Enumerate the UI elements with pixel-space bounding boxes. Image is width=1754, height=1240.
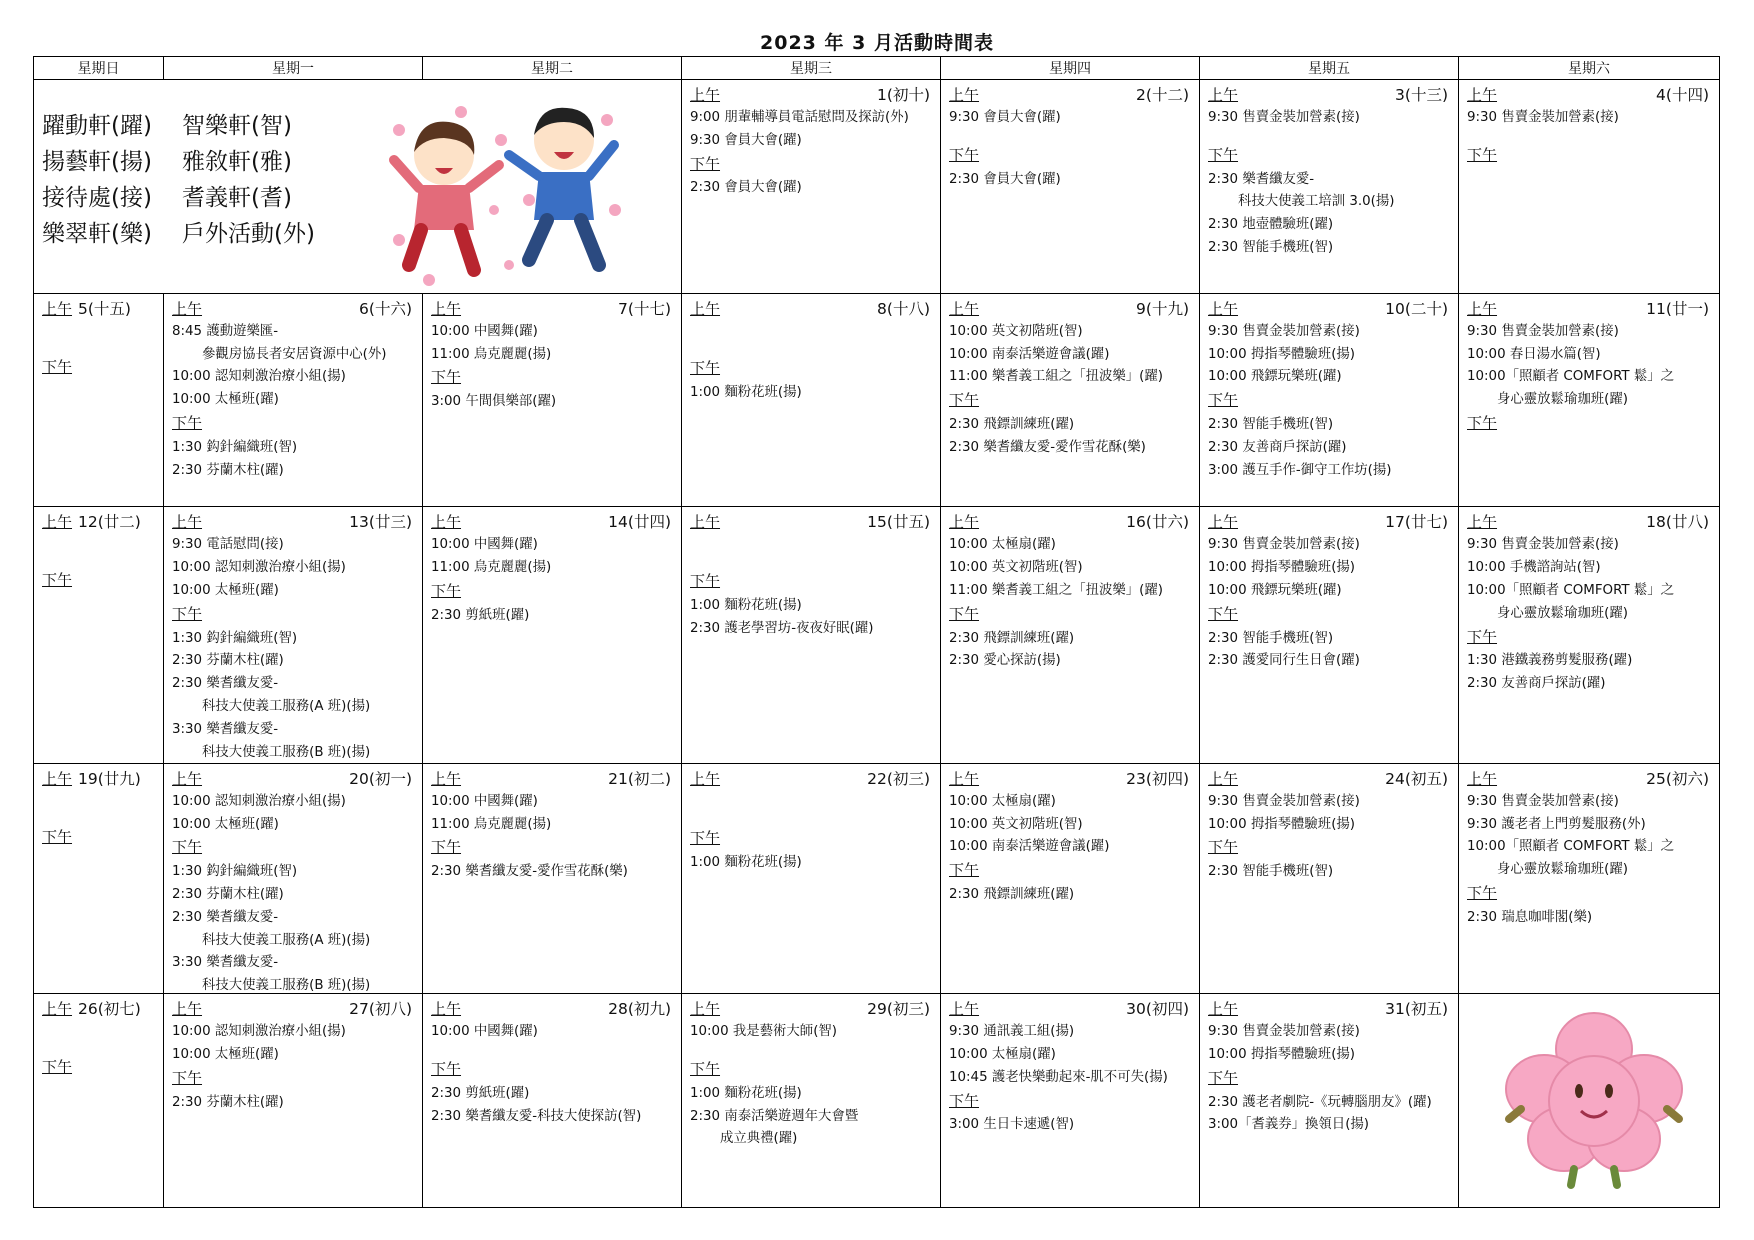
day-cell xyxy=(941,293,1200,507)
pm-label: 下午 xyxy=(431,582,462,601)
flower-mascot-illustration xyxy=(1499,1009,1689,1189)
am-label: 上午 xyxy=(1467,769,1498,788)
event-item: 9:30 售賣金裝加營素(接) xyxy=(1208,1024,1360,1040)
event-item: 9:30 售賣金裝加營素(接) xyxy=(1467,323,1619,339)
pm-label: 下午 xyxy=(42,827,73,846)
event-item: 9:30 售賣金裝加營素(接) xyxy=(1208,323,1360,339)
am-label: 上午 xyxy=(431,1000,462,1019)
event-item: 2:30 南泰活樂遊週年大會暨 xyxy=(690,1108,859,1124)
pm-label: 下午 xyxy=(1467,883,1498,902)
event-item: 10:00 英文初階班(智) xyxy=(949,323,1083,339)
event-item: 1:00 麵粉花班(揚) xyxy=(690,598,802,614)
day-number: 29(初三) xyxy=(867,1000,930,1019)
event-item: 10:00 手機諮詢站(智) xyxy=(1467,560,1601,576)
am-label: 上午 xyxy=(42,299,73,318)
event-item: 2:30 樂耆纖友愛-愛作雪花酥(樂) xyxy=(431,864,628,880)
legend-item: 耆義軒(耆) xyxy=(182,185,292,211)
am-label: 上午 xyxy=(172,1000,203,1019)
am-label: 上午 xyxy=(1208,1000,1239,1019)
event-item: 10:00「照顧者 COMFORT 鬆」之 xyxy=(1467,369,1675,385)
event-item: 2:30 芬蘭木柱(躍) xyxy=(172,462,284,478)
weekday-header: 星期二 xyxy=(423,57,682,80)
event-item: 3:00 護互手作-御守工作坊(揚) xyxy=(1208,462,1392,478)
pm-label: 下午 xyxy=(949,861,980,880)
event-item: 10:00 中國舞(躍) xyxy=(431,323,538,339)
event-item: 2:30 護老者劇院-《玩轉腦朋友》(躍) xyxy=(1208,1094,1432,1110)
day-cell xyxy=(164,994,423,1208)
day-number: 30(初四) xyxy=(1126,1000,1189,1019)
day-cell xyxy=(682,293,941,507)
event-item: 10:00 中國舞(躍) xyxy=(431,1024,538,1040)
am-label: 上午 xyxy=(690,513,721,532)
event-item: 3:00 午間俱樂部(躍) xyxy=(431,394,557,410)
day-number: 5(十五) xyxy=(78,299,131,318)
weekday-header: 星期四 xyxy=(941,57,1200,80)
event-item: 10:00 認知刺激治療小組(揚) xyxy=(172,369,346,385)
day-number: 9(十九) xyxy=(1136,299,1189,318)
am-label: 上午 xyxy=(949,769,980,788)
day-cell xyxy=(682,994,941,1208)
event-item: 2:30 芬蘭木柱(躍) xyxy=(172,1094,284,1110)
day-number: 2(十二) xyxy=(1136,86,1189,104)
event-item: 11:00 樂耆義工組之「扭波樂」(躍) xyxy=(949,369,1163,385)
day-cell xyxy=(1200,507,1459,763)
pm-label: 下午 xyxy=(431,1060,462,1079)
pm-label: 下午 xyxy=(172,1068,203,1087)
pm-label: 下午 xyxy=(1467,413,1498,432)
pm-label: 下午 xyxy=(1208,1068,1239,1087)
pm-label: 下午 xyxy=(431,368,462,387)
day-cell xyxy=(1459,507,1720,763)
day-cell xyxy=(1200,763,1459,994)
event-item: 身心靈放鬆瑜珈班(躍) xyxy=(1497,862,1628,878)
legend-cell xyxy=(34,80,682,294)
week-row xyxy=(34,994,1720,1208)
event-item: 10:00「照顧者 COMFORT 鬆」之 xyxy=(1467,583,1675,599)
event-item: 2:30 飛鏢訓練班(躍) xyxy=(949,630,1075,646)
event-item: 11:00 烏克麗麗(揚) xyxy=(431,346,552,362)
event-item: 10:00 太極班(躍) xyxy=(172,392,279,408)
am-label: 上午 xyxy=(1208,513,1239,532)
event-item: 2:30 飛鏢訓練班(躍) xyxy=(949,886,1075,902)
day-number: 10(二十) xyxy=(1385,299,1448,318)
event-item: 10:00 飛鏢玩樂班(躍) xyxy=(1208,369,1342,385)
pm-label: 下午 xyxy=(431,838,462,857)
day-cell xyxy=(941,507,1200,763)
event-item: 1:30 鈎針編織班(智) xyxy=(172,630,298,646)
event-item: 成立典禮(躍) xyxy=(720,1131,798,1147)
event-item: 10:00 中國舞(躍) xyxy=(431,793,538,809)
day-cell xyxy=(423,994,682,1208)
event-item: 2:30 瑞息咖啡閣(樂) xyxy=(1467,909,1593,925)
weekday-header: 星期三 xyxy=(682,57,941,80)
day-number: 12(廿二) xyxy=(78,513,141,532)
day-cell xyxy=(682,507,941,763)
week-row xyxy=(34,80,1720,294)
event-item: 2:30 樂耆纖友愛- xyxy=(172,909,279,925)
pm-label: 下午 xyxy=(42,571,73,590)
event-item: 1:00 麵粉花班(揚) xyxy=(690,1085,802,1101)
event-item: 9:00 朋輩輔導員電話慰問及探訪(外) xyxy=(690,110,909,125)
day-cell xyxy=(682,763,941,994)
day-cell xyxy=(941,994,1200,1208)
am-label: 上午 xyxy=(1208,299,1239,318)
event-item: 1:00 麵粉花班(揚) xyxy=(690,384,802,400)
pm-label: 下午 xyxy=(172,413,203,432)
week-row xyxy=(34,507,1720,763)
event-item: 1:00 麵粉花班(揚) xyxy=(690,854,802,870)
am-label: 上午 xyxy=(1467,513,1498,532)
pm-label: 下午 xyxy=(172,838,203,857)
day-number: 4(十四) xyxy=(1656,86,1709,104)
pm-label: 下午 xyxy=(1208,145,1239,164)
am-label: 上午 xyxy=(690,86,721,104)
am-label: 上午 xyxy=(949,1000,980,1019)
event-item: 2:30 護老學習坊-夜夜好眠(躍) xyxy=(690,621,874,637)
am-label: 上午 xyxy=(690,299,721,318)
event-item: 2:30 友善商戶探訪(躍) xyxy=(1208,439,1347,455)
day-number: 8(十八) xyxy=(877,299,930,318)
event-item: 2:30 會員大會(躍) xyxy=(949,171,1061,187)
pm-label: 下午 xyxy=(172,604,203,623)
day-number: 13(廿三) xyxy=(349,513,412,532)
day-number: 20(初一) xyxy=(349,769,412,788)
day-cell xyxy=(1459,763,1720,994)
weekday-header: 星期五 xyxy=(1200,57,1459,80)
day-number: 11(廿一) xyxy=(1646,299,1709,318)
day-number: 3(十三) xyxy=(1395,86,1448,104)
event-item: 9:30 售賣金裝加營素(接) xyxy=(1467,537,1619,553)
event-item: 參觀房協長者安居資源中心(外) xyxy=(202,346,387,362)
event-item: 10:00 南泰活樂遊會議(躍) xyxy=(949,346,1110,362)
am-label: 上午 xyxy=(1467,299,1498,318)
pm-label: 下午 xyxy=(1467,627,1498,646)
week-row xyxy=(34,293,1720,507)
event-item: 10:00 拇指琴體驗班(揚) xyxy=(1208,560,1356,576)
event-item: 1:30 鈎針編織班(智) xyxy=(172,864,298,880)
day-cell xyxy=(1200,293,1459,507)
day-number: 7(十七) xyxy=(618,299,671,318)
event-item: 11:00 烏克麗麗(揚) xyxy=(431,560,552,576)
event-item: 3:00 生日卡速遞(智) xyxy=(949,1117,1075,1133)
event-item: 2:30 剪紙班(躍) xyxy=(431,607,530,623)
event-item: 2:30 智能手機班(智) xyxy=(1208,239,1334,255)
am-label: 上午 xyxy=(1208,86,1239,104)
day-cell xyxy=(34,763,164,994)
event-item: 10:00 我是藝術大師(智) xyxy=(690,1024,838,1040)
event-item: 2:30 智能手機班(智) xyxy=(1208,416,1334,432)
pm-label: 下午 xyxy=(690,828,721,847)
day-cell xyxy=(941,763,1200,994)
day-number: 16(廿六) xyxy=(1126,513,1189,532)
day-number: 21(初二) xyxy=(608,769,671,788)
pm-label: 下午 xyxy=(42,1058,73,1077)
am-label: 上午 xyxy=(42,1000,73,1019)
am-label: 上午 xyxy=(949,299,980,318)
day-cell xyxy=(34,507,164,763)
event-item: 身心靈放鬆瑜珈班(躍) xyxy=(1497,605,1628,621)
am-label: 上午 xyxy=(431,769,462,788)
weekday-header: 星期一 xyxy=(164,57,423,80)
legend-item: 智樂軒(智) xyxy=(182,113,292,139)
event-item: 9:30 通訊義工組(揚) xyxy=(949,1024,1075,1040)
weekday-header-row xyxy=(34,57,1720,80)
event-item: 10:00 拇指琴體驗班(揚) xyxy=(1208,816,1356,832)
event-item: 2:30 友善商戶探訪(躍) xyxy=(1467,676,1606,692)
am-label: 上午 xyxy=(1208,769,1239,788)
day-cell xyxy=(423,507,682,763)
am-label: 上午 xyxy=(1467,86,1498,104)
event-item: 2:30 護愛同行生日會(躍) xyxy=(1208,653,1360,669)
am-label: 上午 xyxy=(42,513,73,532)
event-item: 9:30 售賣金裝加營素(接) xyxy=(1467,793,1619,809)
am-label: 上午 xyxy=(42,769,73,788)
event-item: 10:00 飛鏢玩樂班(躍) xyxy=(1208,583,1342,599)
am-label: 上午 xyxy=(690,769,721,788)
event-item: 9:30 售賣金裝加營素(接) xyxy=(1208,110,1360,125)
pm-label: 下午 xyxy=(949,604,980,623)
week-row xyxy=(34,763,1720,994)
room-legend xyxy=(42,108,322,252)
pm-label: 下午 xyxy=(1467,145,1498,164)
pm-label: 下午 xyxy=(949,391,980,410)
event-item: 8:45 護動遊樂匯- xyxy=(172,323,279,339)
day-cell xyxy=(34,293,164,507)
event-item: 科技大使義工服務(B 班)(揚) xyxy=(202,744,371,760)
event-item: 2:30 愛心探訪(揚) xyxy=(949,653,1061,669)
day-number: 17(廿七) xyxy=(1385,513,1448,532)
day-cell xyxy=(1459,80,1720,294)
event-item: 2:30 樂耆纖友愛- xyxy=(172,676,279,692)
event-item: 2:30 樂耆纖友愛- xyxy=(1208,171,1315,187)
event-item: 10:00 春日湯水篇(智) xyxy=(1467,346,1601,362)
event-item: 10:00 太極扇(躍) xyxy=(949,1047,1056,1063)
event-item: 10:00 太極扇(躍) xyxy=(949,793,1056,809)
legend-item: 戶外活動(外) xyxy=(182,221,315,247)
day-cell xyxy=(164,763,423,994)
event-item: 11:00 烏克麗麗(揚) xyxy=(431,816,552,832)
day-number: 23(初四) xyxy=(1126,769,1189,788)
pm-label: 下午 xyxy=(42,357,73,376)
event-item: 10:00 南泰活樂遊會議(躍) xyxy=(949,839,1110,855)
day-number: 14(廿四) xyxy=(608,513,671,532)
event-item: 10:45 護老快樂動起來-肌不可失(揚) xyxy=(949,1069,1168,1085)
event-item: 9:30 電話慰問(接) xyxy=(172,537,284,553)
event-item: 10:00 認知刺激治療小組(揚) xyxy=(172,560,346,576)
event-item: 2:30 智能手機班(智) xyxy=(1208,630,1334,646)
day-cell xyxy=(1200,994,1459,1208)
children-jumping-illustration xyxy=(389,100,689,300)
day-cell xyxy=(1200,80,1459,294)
am-label: 上午 xyxy=(431,513,462,532)
event-item: 3:30 樂耆纖友愛- xyxy=(172,721,279,737)
event-item: 身心靈放鬆瑜珈班(躍) xyxy=(1497,392,1628,408)
event-item: 10:00 太極扇(躍) xyxy=(949,537,1056,553)
event-item: 9:30 會員大會(躍) xyxy=(690,132,802,148)
event-item: 3:00「耆義券」換領日(揚) xyxy=(1208,1117,1370,1133)
day-cell xyxy=(423,763,682,994)
am-label: 上午 xyxy=(172,769,203,788)
pm-label: 下午 xyxy=(690,572,721,591)
event-item: 3:30 樂耆纖友愛- xyxy=(172,955,279,971)
day-number: 27(初八) xyxy=(349,1000,412,1019)
event-item: 9:30 售賣金裝加營素(接) xyxy=(1208,537,1360,553)
event-item: 1:30 港鐵義務剪髮服務(躍) xyxy=(1467,653,1633,669)
event-item: 10:00 太極班(躍) xyxy=(172,583,279,599)
event-item: 1:30 鈎針編織班(智) xyxy=(172,439,298,455)
pm-label: 下午 xyxy=(1208,838,1239,857)
event-item: 2:30 剪紙班(躍) xyxy=(431,1085,530,1101)
calendar-table xyxy=(33,56,1720,1208)
event-item: 科技大使義工服務(A 班)(揚) xyxy=(202,699,371,715)
pm-label: 下午 xyxy=(949,1091,980,1110)
day-cell xyxy=(34,994,164,1208)
weekday-header: 星期六 xyxy=(1459,57,1720,80)
event-item: 科技大使義工培訓 3.0(揚) xyxy=(1238,194,1395,210)
day-number: 28(初九) xyxy=(608,1000,671,1019)
day-cell xyxy=(164,293,423,507)
day-number: 6(十六) xyxy=(359,299,412,318)
am-label: 上午 xyxy=(949,86,980,104)
day-cell xyxy=(682,80,941,294)
day-number: 31(初五) xyxy=(1385,1000,1448,1019)
event-item: 2:30 會員大會(躍) xyxy=(690,180,802,196)
event-item: 10:00 英文初階班(智) xyxy=(949,560,1083,576)
event-item: 10:00 拇指琴體驗班(揚) xyxy=(1208,346,1356,362)
event-item: 10:00「照顧者 COMFORT 鬆」之 xyxy=(1467,839,1675,855)
event-item: 9:30 售賣金裝加營素(接) xyxy=(1208,793,1360,809)
event-item: 2:30 飛鏢訓練班(躍) xyxy=(949,416,1075,432)
pm-label: 下午 xyxy=(690,1060,721,1079)
event-item: 2:30 地壺體驗班(躍) xyxy=(1208,217,1334,233)
event-item: 2:30 樂耆纖友愛-愛作雪花酥(樂) xyxy=(949,439,1146,455)
weekday-header: 星期日 xyxy=(34,57,164,80)
event-item: 2:30 樂耆纖友愛-科技大使探訪(智) xyxy=(431,1108,642,1124)
page-title: 2023 年 3 月活動時間表 xyxy=(760,32,994,54)
event-item: 2:30 芬蘭木柱(躍) xyxy=(172,886,284,902)
day-cell xyxy=(941,80,1200,294)
event-item: 9:30 會員大會(躍) xyxy=(949,110,1061,125)
legend-item: 接待處(接) xyxy=(42,185,152,211)
day-number: 24(初五) xyxy=(1385,769,1448,788)
event-item: 10:00 認知刺激治療小組(揚) xyxy=(172,1024,346,1040)
pm-label: 下午 xyxy=(949,145,980,164)
am-label: 上午 xyxy=(690,1000,721,1019)
pm-label: 下午 xyxy=(690,358,721,377)
day-number: 26(初七) xyxy=(78,1000,141,1019)
am-label: 上午 xyxy=(172,513,203,532)
event-item: 科技大使義工服務(A 班)(揚) xyxy=(202,932,371,948)
day-cell xyxy=(1459,293,1720,507)
legend-item: 雅敘軒(雅) xyxy=(182,149,292,175)
pm-label: 下午 xyxy=(1208,391,1239,410)
event-item: 10:00 英文初階班(智) xyxy=(949,816,1083,832)
day-number: 1(初十) xyxy=(877,86,930,104)
am-label: 上午 xyxy=(431,299,462,318)
day-number: 15(廿五) xyxy=(867,513,930,532)
am-label: 上午 xyxy=(172,299,203,318)
event-item: 9:30 護老者上門剪髮服務(外) xyxy=(1467,816,1646,832)
event-item: 2:30 芬蘭木柱(躍) xyxy=(172,653,284,669)
pm-label: 下午 xyxy=(1208,604,1239,623)
day-number: 22(初三) xyxy=(867,769,930,788)
pm-label: 下午 xyxy=(690,154,721,173)
day-number: 25(初六) xyxy=(1646,769,1709,788)
legend-item: 揚藝軒(揚) xyxy=(42,149,152,175)
event-item: 科技大使義工服務(B 班)(揚) xyxy=(202,978,371,994)
event-item: 10:00 太極班(躍) xyxy=(172,1047,279,1063)
day-cell xyxy=(423,293,682,507)
day-number: 18(廿八) xyxy=(1646,513,1709,532)
am-label: 上午 xyxy=(949,513,980,532)
event-item: 10:00 認知刺激治療小組(揚) xyxy=(172,793,346,809)
legend-item: 樂翠軒(樂) xyxy=(42,221,152,247)
event-item: 10:00 太極班(躍) xyxy=(172,816,279,832)
event-item: 9:30 售賣金裝加營素(接) xyxy=(1467,110,1619,125)
event-item: 10:00 中國舞(躍) xyxy=(431,537,538,553)
day-number: 19(廿九) xyxy=(78,769,141,788)
event-item: 2:30 智能手機班(智) xyxy=(1208,864,1334,880)
event-item: 10:00 拇指琴體驗班(揚) xyxy=(1208,1047,1356,1063)
day-cell xyxy=(164,507,423,763)
flower-cell xyxy=(1459,994,1720,1208)
legend-item: 躍動軒(躍) xyxy=(42,113,152,139)
event-item: 11:00 樂耆義工組之「扭波樂」(躍) xyxy=(949,583,1163,599)
